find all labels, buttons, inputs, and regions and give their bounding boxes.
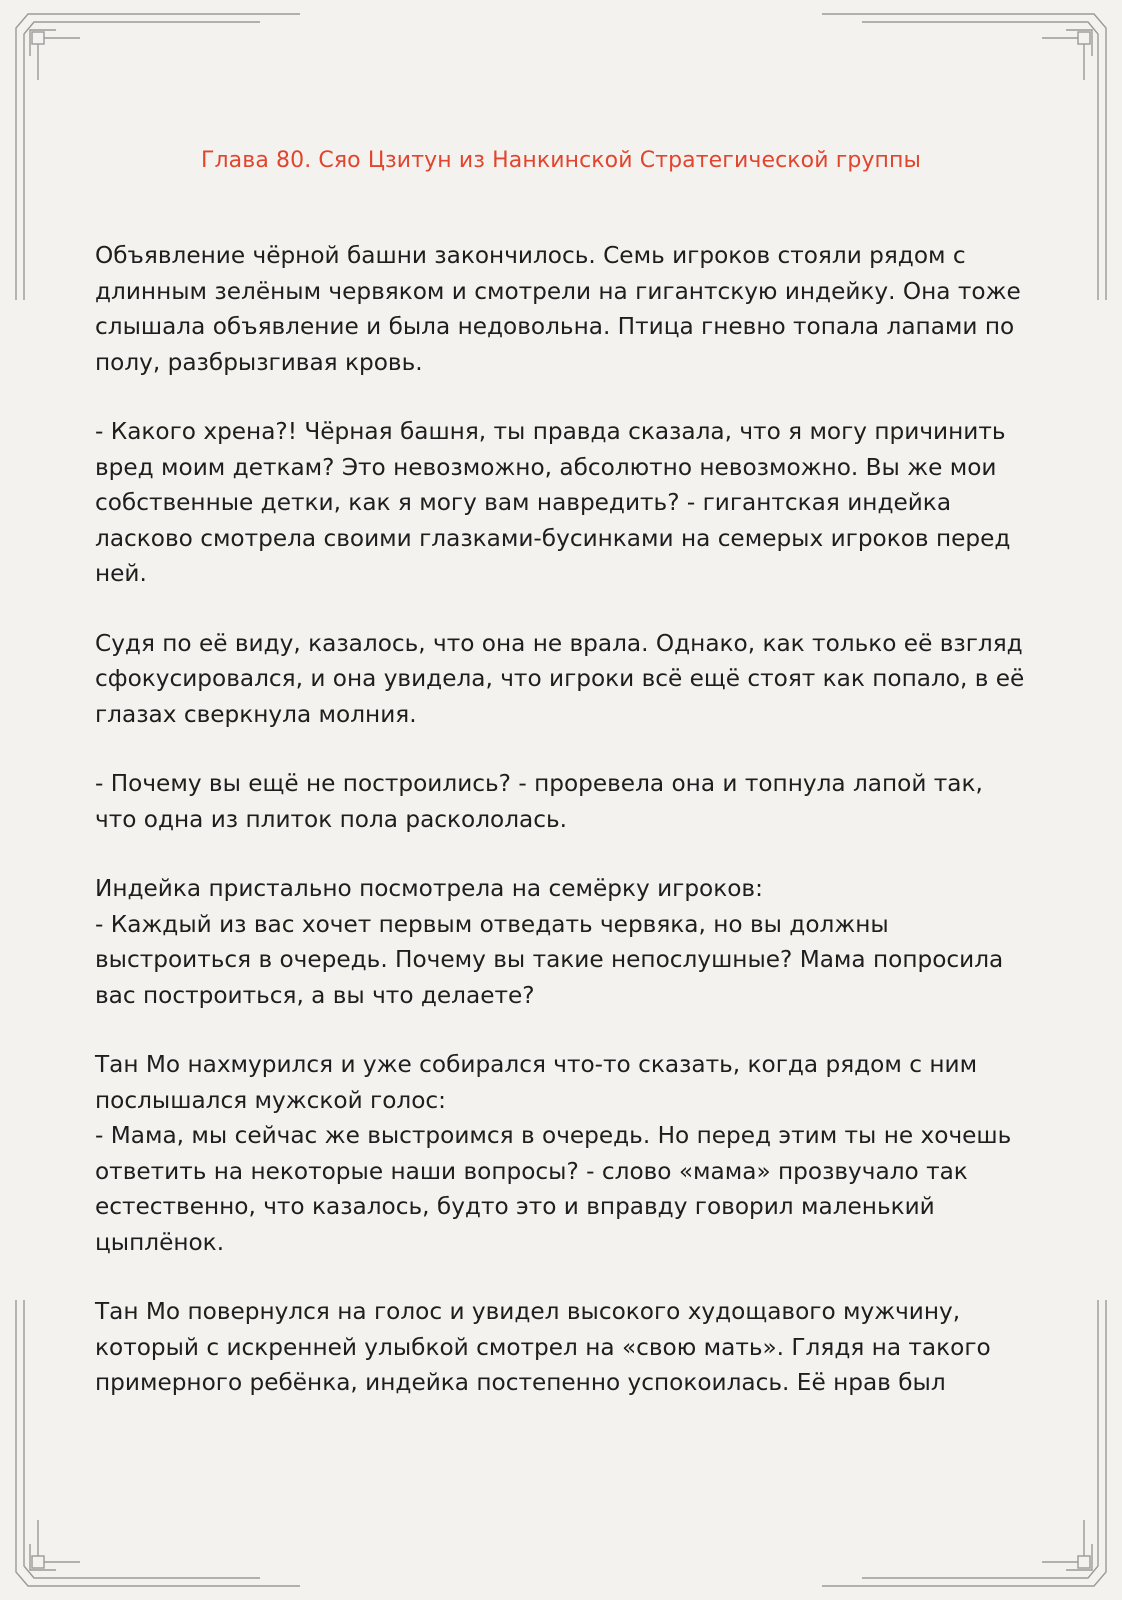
text-line: Объявление чёрной башни закончилось. Семь игроков стояли рядом с xyxy=(95,242,966,269)
text-line: слышала объявление и была недовольна. Птица гневно топала лапами по xyxy=(95,313,1015,340)
text-line: сфокусировался, и она увидела, что игроки всё ещё стоят как попало, в её xyxy=(95,665,1025,692)
text-line: ласково смотрела своими глазками-бусинками на семерых игроков перед xyxy=(95,524,1011,552)
text-line: естественно, что казалось, будто это и вправду говорил маленький xyxy=(95,1193,935,1220)
paragraph xyxy=(95,871,1035,1013)
text-line: выстроиться в очередь. Почему вы такие непослушные? Мама попросила xyxy=(95,946,1004,973)
paragraph xyxy=(95,1047,1035,1260)
paragraph xyxy=(95,1294,1035,1401)
text-line: Индейка пристально посмотрела на семёрку игроков: xyxy=(95,875,763,902)
paragraph xyxy=(95,626,1035,733)
chapter-body xyxy=(95,238,1035,1435)
text-line: ней. xyxy=(95,560,147,587)
text-line: что одна из плиток пола раскололась. xyxy=(95,805,568,833)
text-line: вред моим деткам? Это невозможно, абсолютно невозможно. Вы же мои xyxy=(95,453,997,481)
text-line: собственные детки, как я могу вам навредить? - гигантская индейка xyxy=(95,489,952,516)
text-line: который с искренней улыбкой смотрел на «свою мать». Глядя на такого xyxy=(95,1333,991,1361)
text-line: полу, разбрызгивая кровь. xyxy=(95,348,423,376)
paragraph xyxy=(95,238,1035,380)
paragraph xyxy=(95,414,1035,592)
text-line: ответить на некоторые наши вопросы? - слово «мама» прозвучало так xyxy=(95,1157,968,1185)
text-line: послышался мужской голос: xyxy=(95,1086,446,1114)
text-line: - Каждый из вас хочет первым отведать червяка, но вы должны xyxy=(95,910,889,938)
text-line: Тан Мо повернулся на голос и увидел высокого худощавого мужчину, xyxy=(95,1298,961,1325)
text-line: цыплёнок. xyxy=(95,1228,225,1256)
chapter-title: Глава 80. Сяо Цзитун из Нанкинской Стратегической группы xyxy=(201,148,921,173)
text-line: - Мама, мы сейчас же выстроимся в очередь. Но перед этим ты не хочешь xyxy=(95,1122,1012,1149)
paragraph xyxy=(95,766,1035,837)
text-line: Судя по её виду, казалось, что она не врала. Однако, как только её взгляд xyxy=(95,629,1023,657)
text-line: примерного ребёнка, индейка постепенно успокоилась. Её нрав был xyxy=(95,1369,946,1396)
text-line: - Почему вы ещё не построились? - проревела она и топнула лапой так, xyxy=(95,770,983,797)
text-line: - Какого хрена?! Чёрная башня, ты правда сказала, что я могу причинить xyxy=(95,418,1006,445)
text-line: глазах сверкнула молния. xyxy=(95,700,417,728)
text-line: Тан Мо нахмурился и уже собирался что-то сказать, когда рядом с ним xyxy=(95,1051,978,1078)
text-line: вас построиться, а вы что делаете? xyxy=(95,981,535,1009)
text-line: длинным зелёным червяком и смотрели на гигантскую индейку. Она тоже xyxy=(95,277,1021,305)
